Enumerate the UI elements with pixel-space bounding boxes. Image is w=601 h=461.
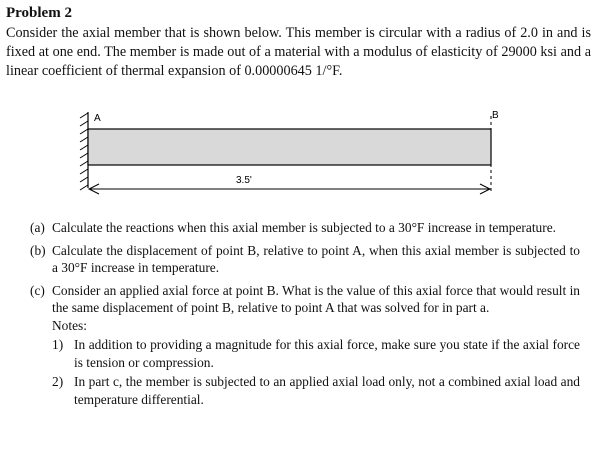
part-a-text: Calculate the reactions when this axial member is subjected to a 30°F increase in temperature. bbox=[52, 220, 556, 235]
axial-member bbox=[88, 129, 491, 165]
part-b-letter: (b) bbox=[30, 242, 46, 258]
part-c bbox=[30, 282, 580, 409]
point-a-label: A bbox=[94, 113, 101, 124]
note-2-text: In part c, the member is subjected to an applied axial load only, not a combined axial load and temperature differential. bbox=[74, 374, 580, 407]
problem-title: Problem 2 bbox=[6, 5, 72, 21]
part-a-letter: (a) bbox=[30, 220, 45, 235]
part-a bbox=[30, 219, 580, 237]
note-1 bbox=[52, 336, 580, 371]
part-c-letter: (c) bbox=[30, 282, 45, 298]
notes-label: Notes: bbox=[52, 317, 87, 333]
part-c-text: Consider an applied axial force at point B. What is the value of this axial force that would result in the same displacement of point B, relative to point A that was solved for in part a. bbox=[52, 282, 580, 315]
note-2-number: 2) bbox=[52, 374, 64, 389]
part-b bbox=[30, 242, 580, 277]
note-1-number: 1) bbox=[52, 337, 64, 352]
length-label: 3.5' bbox=[236, 175, 252, 186]
note-1-text: In addition to providing a magnitude for this axial force, make sure you state if the axial force is tension or compression. bbox=[74, 337, 580, 370]
fixed-support-hatching bbox=[80, 113, 88, 190]
problem-parts bbox=[30, 219, 580, 413]
part-b-text: Calculate the displacement of point B, relative to point A, when this axial member is subjected to a 30°F increase in temperature. bbox=[52, 242, 580, 275]
part-c-body bbox=[52, 282, 580, 409]
point-b-label: B bbox=[492, 110, 499, 121]
note-2 bbox=[52, 373, 580, 408]
problem-statement: Consider the axial member that is shown below. This member is circular with a radius of 2.0 in and is fixed at one end. The member is made out of a material with a modulus of elasticity of 29000 ksi and a linear coefficient of thermal expansion of 0.00000645 1/°F. bbox=[6, 25, 591, 79]
